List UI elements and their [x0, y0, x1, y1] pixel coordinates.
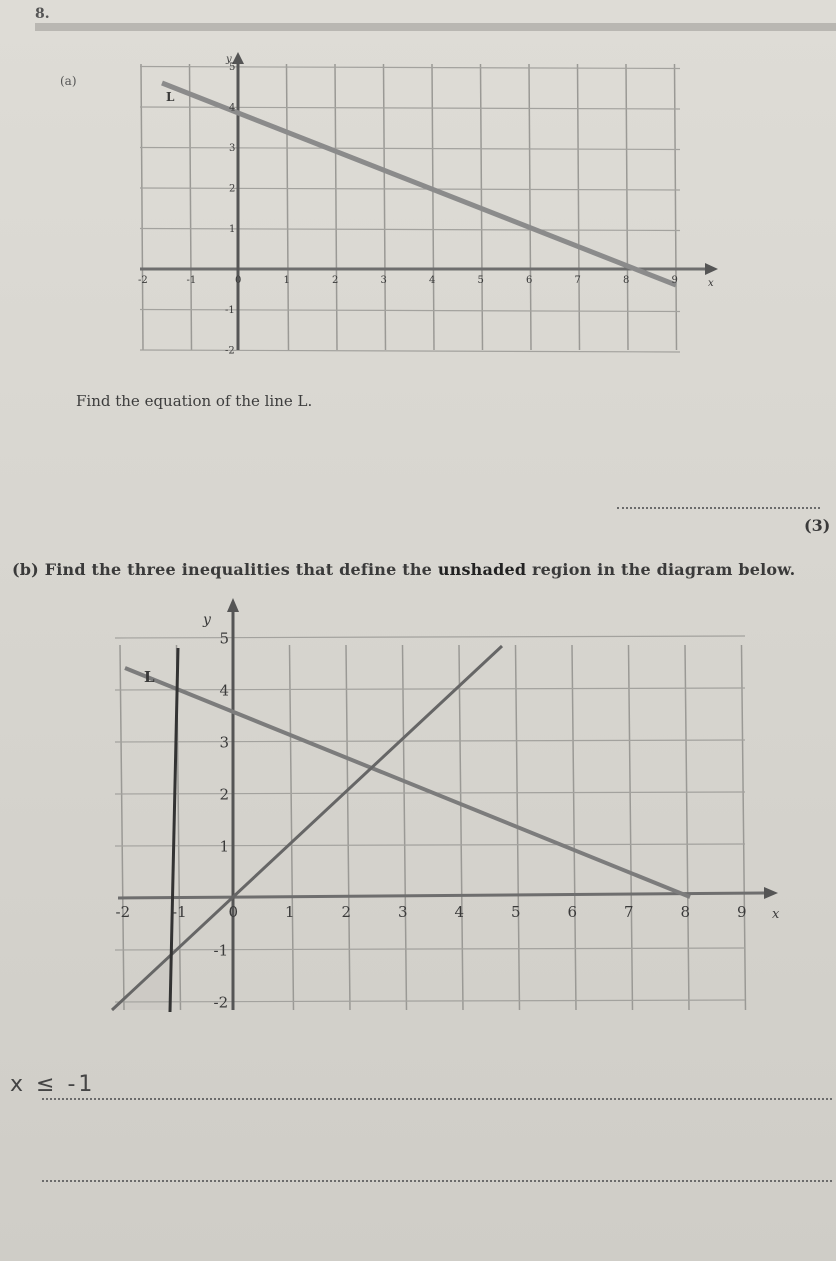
- graph-b-x-label: x: [772, 907, 780, 922]
- gb-x-tick-label: 9: [737, 903, 747, 921]
- gb-gridline-x: [629, 645, 633, 1010]
- ga-x-tick-label: 2: [332, 275, 339, 286]
- gb-gridline-x: [120, 645, 124, 1010]
- gb-x-tick-label: 3: [398, 903, 408, 921]
- ga-y-tick-label: 5: [229, 62, 236, 73]
- gb-x-tick-label: 5: [511, 903, 521, 921]
- gb-gridline-y: [115, 740, 745, 742]
- ga-x-tick-label: 6: [526, 275, 533, 286]
- graph-b-y-tick-labels: [214, 629, 230, 1011]
- part-a-label: (a): [60, 74, 77, 88]
- graph-b-y-arrow: [227, 598, 239, 612]
- graph-b-grid: [115, 636, 746, 1010]
- handwritten-answer: x ≤ -1: [10, 1072, 96, 1097]
- part-b-question-after: region in the diagram below.: [526, 560, 796, 579]
- gb-y-tick-label: 2: [219, 785, 230, 804]
- gb-gridline-x: [403, 645, 407, 1010]
- graph-b-line-label: L: [144, 668, 155, 686]
- graph-b-x-axis: [118, 893, 768, 898]
- gb-gridline-x: [572, 645, 576, 1010]
- gb-x-tick-label: 2: [341, 903, 352, 921]
- gb-x-tick-label: -2: [115, 903, 131, 921]
- question-number: 8.: [35, 6, 50, 22]
- gb-gridline-x: [346, 645, 350, 1010]
- graph-a-x-label: x: [708, 278, 714, 289]
- gb-x-tick-label: 1: [285, 903, 295, 921]
- ga-x-tick-label: 7: [574, 275, 581, 286]
- gb-y-tick-label: 1: [219, 837, 230, 856]
- ga-x-tick-label: 3: [380, 275, 387, 286]
- gb-gridline-x: [459, 645, 463, 1010]
- graph-a-y-label: y: [226, 54, 232, 65]
- gb-x-tick-label: 8: [680, 903, 691, 921]
- gb-x-tick-label: 0: [228, 903, 239, 921]
- ga-x-tick-label: -2: [138, 275, 148, 286]
- ga-y-tick-label: -2: [225, 345, 235, 357]
- ga-y-tick-label: -1: [225, 305, 235, 316]
- gb-gridline-x: [742, 645, 746, 1010]
- gb-y-tick-label: -2: [213, 993, 229, 1012]
- part-a-question: Find the equation of the line L.: [76, 392, 313, 410]
- gb-gridline-y: [115, 636, 745, 638]
- ga-x-tick-label: 8: [623, 275, 630, 286]
- graph-a-line-label: L: [166, 90, 175, 104]
- gb-y-tick-label: 4: [219, 681, 230, 700]
- ga-y-tick-label: 4: [229, 102, 236, 114]
- gb-y-tick-label: -1: [213, 941, 229, 960]
- ga-x-tick-label: 1: [283, 275, 290, 286]
- ga-x-tick-label: 9: [671, 275, 678, 286]
- gb-x-tick-label: 6: [567, 903, 578, 921]
- gb-gridline-x: [685, 645, 689, 1010]
- gb-x-tick-label: -1: [172, 903, 187, 921]
- ga-x-tick-label: 0: [235, 275, 242, 286]
- gb-x-tick-label: 4: [454, 903, 465, 921]
- answer-line-b2: [42, 1180, 832, 1182]
- ga-x-tick-label: 4: [429, 275, 436, 286]
- ga-x-tick-label: 5: [477, 275, 484, 286]
- part-b-question-emphasis: unshaded: [437, 560, 527, 579]
- gb-gridline-y: [115, 948, 745, 950]
- answer-line-b1: [42, 1098, 832, 1100]
- part-b-question-before: Find the three inequalities that define the: [44, 560, 438, 579]
- graph-b-y-label: y: [203, 612, 211, 628]
- gb-y-tick-label: 5: [219, 629, 230, 648]
- gb-x-tick-label: 7: [624, 903, 634, 921]
- ga-y-tick-label: 1: [229, 224, 236, 235]
- graph-b-line-L: [125, 668, 690, 897]
- gb-gridline-y: [115, 1000, 745, 1002]
- gb-y-tick-label: 3: [219, 733, 230, 752]
- graph-b-line-vertical: [170, 648, 178, 1012]
- gb-gridline-x: [290, 645, 294, 1010]
- gb-gridline-y: [115, 688, 745, 690]
- gb-gridline-y: [115, 844, 745, 846]
- ga-x-tick-label: -1: [186, 275, 197, 286]
- part-a-marks: (3): [804, 516, 831, 535]
- part-b-label: (b): [12, 560, 39, 579]
- ga-y-tick-label: 2: [229, 183, 236, 195]
- ga-y-tick-label: 3: [229, 143, 236, 154]
- graph-b-x-arrow: [764, 887, 778, 899]
